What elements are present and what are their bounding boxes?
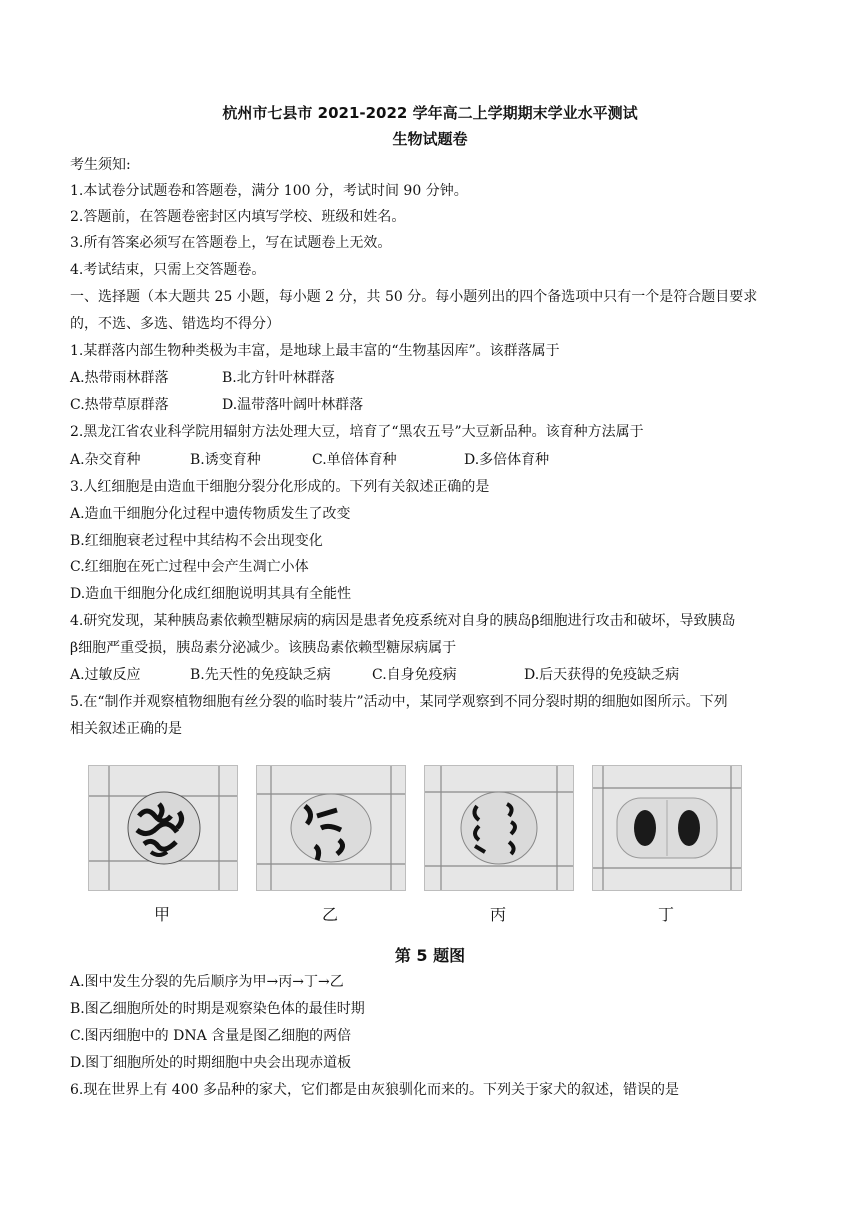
option: B.图乙细胞所处的时期是观察染色体的最佳时期 <box>70 1001 365 1017</box>
option: A.造血干细胞分化过程中遗传物质发生了改变 <box>70 506 351 522</box>
section-intro: 的，不选、多选、错选均不得分） <box>70 316 280 332</box>
figure-panel-bing <box>424 765 574 891</box>
option: B.先天性的免疫缺乏病 <box>190 667 331 683</box>
option: B.红细胞衰老过程中其结构不会出现变化 <box>70 533 323 549</box>
option: B.北方针叶林群落 <box>222 370 335 386</box>
notice-item: 1.本试卷分试题卷和答题卷，满分 100 分，考试时间 90 分钟。 <box>70 183 468 199</box>
option: C.自身免疫病 <box>372 667 457 683</box>
option: A.过敏反应 <box>70 667 141 683</box>
option: D.多倍体育种 <box>464 452 550 468</box>
question-stem: 5.在“制作并观察植物细胞有丝分裂的临时装片”活动中，某同学观察到不同分裂时期的细胞如图所示。下列 <box>70 694 728 710</box>
option: A.热带雨林群落 <box>70 370 169 386</box>
notice-item: 2.答题前，在答题卷密封区内填写学校、班级和姓名。 <box>70 209 406 225</box>
option: A.图中发生分裂的先后顺序为甲→丙→丁→乙 <box>70 974 344 990</box>
cell-anaphase-illustration <box>425 766 573 890</box>
option: C.热带草原群落 <box>70 397 169 413</box>
question-stem: β细胞严重受损，胰岛素分泌减少。该胰岛素依赖型糖尿病属于 <box>70 640 457 656</box>
notice-item: 4.考试结束，只需上交答题卷。 <box>70 262 266 278</box>
cell-telophase-illustration <box>593 766 741 890</box>
figure-caption: 第 5 题图 <box>394 946 466 965</box>
notice-heading: 考生须知: <box>70 157 131 173</box>
cell-metaphase-illustration <box>257 766 405 890</box>
figure-panel-yi <box>256 765 406 891</box>
option: D.造血干细胞分化成红细胞说明其具有全能性 <box>70 586 352 602</box>
cell-prophase-illustration <box>89 766 237 890</box>
section-intro: 一、选择题（本大题共 25 小题，每小题 2 分，共 50 分。每小题列出的四个备选项中只有一个是符合题目要求 <box>70 289 758 305</box>
option: D.温带落叶阔叶林群落 <box>222 397 364 413</box>
figure-label: 丁 <box>657 905 674 924</box>
option: B.诱变育种 <box>190 452 261 468</box>
question-stem: 3.人红细胞是由造血干细胞分裂分化形成的。下列有关叙述正确的是 <box>70 479 490 495</box>
option: D.后天获得的免疫缺乏病 <box>524 667 680 683</box>
figure-label: 丙 <box>489 905 506 924</box>
option: C.单倍体育种 <box>312 452 397 468</box>
figure-panel-ding <box>592 765 742 891</box>
question-stem: 2.黑龙江省农业科学院用辐射方法处理大豆，培育了“黑农五号”大豆新品种。该育种方法属于 <box>70 424 644 440</box>
exam-subtitle: 生物试题卷 <box>392 130 468 148</box>
option: D.图丁细胞所处的时期细胞中央会出现赤道板 <box>70 1055 352 1071</box>
figure-label: 乙 <box>321 905 338 924</box>
notice-item: 3.所有答案必须写在答题卷上，写在试题卷上无效。 <box>70 235 392 251</box>
option: A.杂交育种 <box>70 452 141 468</box>
exam-title: 杭州市七县市 2021-2022 学年高二上学期期末学业水平测试 <box>222 104 638 122</box>
option: C.图丙细胞中的 DNA 含量是图乙细胞的两倍 <box>70 1028 352 1044</box>
question-stem: 相关叙述正确的是 <box>70 721 182 737</box>
question-stem: 6.现在世界上有 400 多品种的家犬，它们都是由灰狼驯化而来的。下列关于家犬的叙述，错误的是 <box>70 1082 679 1098</box>
figure-label: 甲 <box>153 905 170 924</box>
question-stem: 1.某群落内部生物种类极为丰富，是地球上最丰富的“生物基因库”。该群落属于 <box>70 343 560 359</box>
option: C.红细胞在死亡过程中会产生凋亡小体 <box>70 559 309 575</box>
figure-panel-jia <box>88 765 238 891</box>
question-stem: 4.研究发现，某种胰岛素依赖型糖尿病的病因是患者免疫系统对自身的胰岛β细胞进行攻击和破坏，导致胰岛 <box>70 613 736 629</box>
